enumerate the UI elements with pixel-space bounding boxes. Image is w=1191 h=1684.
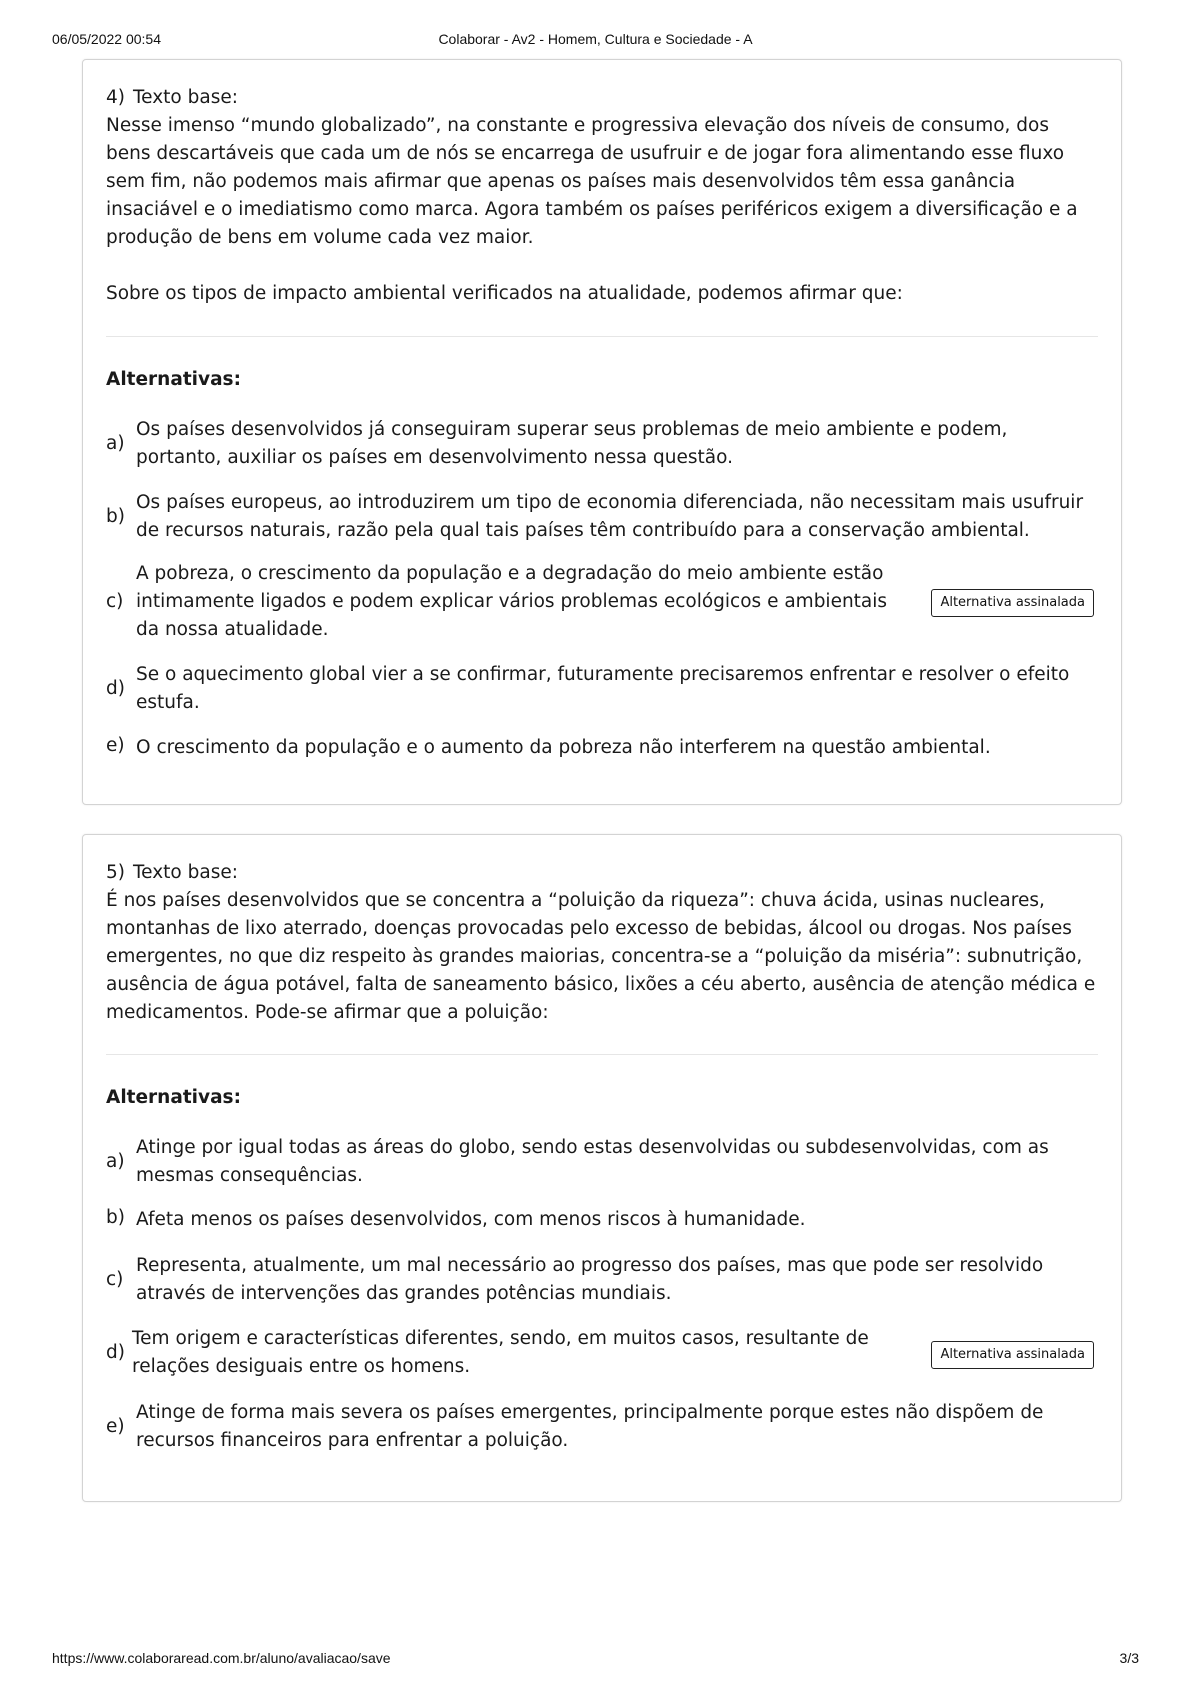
print-header	[52, 31, 1139, 51]
option-d[interactable]	[106, 661, 1098, 721]
print-page-number: 3/3	[1119, 1650, 1139, 1666]
question-base-text: É nos países desenvolvidos que se concentra a “poluição da riqueza”: chuva ácida, usinas nucleares, montanhas de lixo aterrado, doenças provocadas pelo excesso de bebidas, álcool ou drogas. Nos países emergentes, no que diz respeito às grandes maiorias, concentra-se a “poluição da miséria”: subnutrição, ausência de água potável, falta de saneamento básico, lixões a céu aberto, ausência de atenção médica e medicamentos. Pode-se afirmar que a poluição:	[106, 890, 1096, 1023]
option-letter: d)	[106, 1342, 125, 1363]
option-letter: a)	[106, 1151, 125, 1172]
option-text: Tem origem e características diferentes, sendo, em muitos casos, resultante de relações desiguais entre os homens.	[132, 1328, 869, 1377]
option-letter: e)	[106, 735, 125, 756]
print-page-title: Colaborar - Av2 - Homem, Cultura e Sociedade - A	[438, 31, 753, 47]
option-c[interactable]	[106, 560, 1098, 648]
option-e[interactable]	[106, 1399, 1098, 1459]
question-card-4	[82, 59, 1122, 805]
option-letter: a)	[106, 433, 125, 454]
option-d[interactable]	[106, 1325, 1098, 1385]
question-number: 5)	[106, 862, 125, 883]
option-text: A pobreza, o crescimento da população e a degradação do meio ambiente estão intimamente ligados e podem explicar vários problemas ecológicos e ambientais da nossa atualidade.	[136, 563, 888, 640]
option-letter: c)	[106, 591, 124, 612]
print-datetime: 06/05/2022 00:54	[52, 31, 161, 47]
option-text: Os países desenvolvidos já conseguiram superar seus problemas de meio ambiente e podem, portanto, auxiliar os países em desenvolvimento nessa questão.	[136, 419, 1008, 468]
option-a[interactable]	[106, 416, 1098, 476]
alternatives-title: Alternativas:	[106, 1087, 241, 1108]
selected-answer-badge: Alternativa assinalada	[931, 589, 1094, 617]
divider	[106, 336, 1098, 337]
option-text: Afeta menos os países desenvolvidos, com menos riscos à humanidade.	[136, 1209, 806, 1230]
option-c[interactable]	[106, 1252, 1098, 1312]
option-b[interactable]	[106, 489, 1098, 549]
option-a[interactable]	[106, 1134, 1098, 1194]
question-base-text: Nesse imenso “mundo globalizado”, na constante e progressiva elevação dos níveis de consumo, dos bens descartáveis que cada um de nós se encarrega de usufruir e de jogar fora alimentando esse fluxo sem fim, não podemos mais afirmar que apenas os países mais desenvolvidos têm essa ganância insaciável e o imediatismo como marca. Agora também os países periféricos exigem a diversificação e a produção de bens em volume cada vez maior.	[106, 115, 1078, 248]
option-letter: e)	[106, 1416, 125, 1437]
option-letter: d)	[106, 678, 125, 699]
option-text: Atinge de forma mais severa os países emergentes, principalmente porque estes não dispõem de recursos financeiros para enfrentar a poluição.	[136, 1402, 1044, 1451]
question-label	[106, 861, 1098, 885]
question-label	[106, 86, 1098, 110]
option-b[interactable]	[106, 1206, 1098, 1238]
option-text: Atinge por igual todas as áreas do globo, sendo estas desenvolvidas ou subdesenvolvidas, com as mesmas consequências.	[136, 1137, 1049, 1186]
print-url: https://www.colaboraread.com.br/aluno/avaliacao/save	[52, 1650, 391, 1666]
print-footer	[52, 1650, 1139, 1670]
option-text: Os países europeus, ao introduzirem um tipo de economia diferenciada, não necessitam mais usufruir de recursos naturais, razão pela qual tais países têm contribuído para a conservação ambiental.	[136, 492, 1084, 541]
option-letter: b)	[106, 506, 125, 527]
question-label-text: Texto base:	[133, 87, 238, 108]
alternatives-title: Alternativas:	[106, 369, 241, 390]
question-prompt: Sobre os tipos de impacto ambiental verificados na atualidade, podemos afirmar que:	[106, 283, 903, 304]
question-label-text: Texto base:	[133, 862, 238, 883]
option-letter: c)	[106, 1269, 124, 1290]
question-number: 4)	[106, 87, 125, 108]
option-e[interactable]	[106, 734, 1098, 766]
option-text: O crescimento da população e o aumento da pobreza não interferem na questão ambiental.	[136, 737, 991, 758]
option-letter: b)	[106, 1207, 125, 1228]
divider	[106, 1054, 1098, 1055]
option-text: Se o aquecimento global vier a se confirmar, futuramente precisaremos enfrentar e resolver o efeito estufa.	[136, 664, 1070, 713]
question-card-5	[82, 834, 1122, 1502]
selected-answer-badge: Alternativa assinalada	[931, 1341, 1094, 1369]
option-text: Representa, atualmente, um mal necessário ao progresso dos países, mas que pode ser resolvido através de intervenções das grandes potências mundiais.	[136, 1255, 1044, 1304]
